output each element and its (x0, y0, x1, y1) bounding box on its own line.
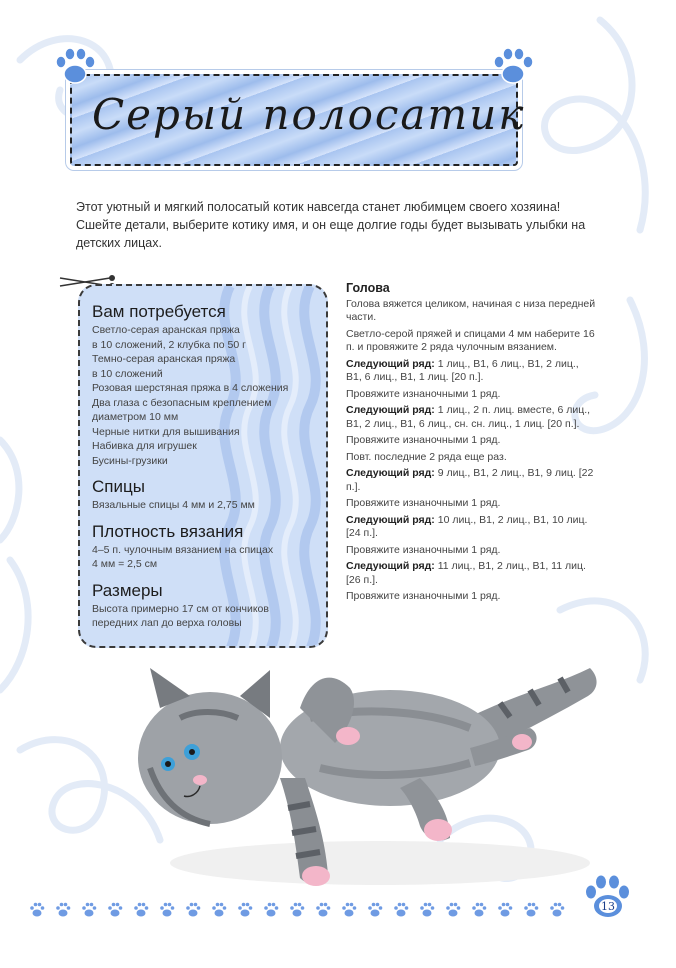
size-heading: Размеры (92, 580, 163, 600)
paw-print-icon (490, 44, 536, 90)
pattern-row: Следующий ряд: 10 лиц., В1, 2 лиц., В1, 10 лиц. [24 п.]. (346, 513, 588, 539)
pattern-row: Провяжите изнаночными 1 ряд. (346, 387, 501, 400)
intro-paragraph: Этот уютный и мягкий полосатый котик навсегда станет любимцем своего хозяина! Сшейте детали, выберите котику имя, и он еще долгие годы будет вызывать улыбки на детских лицах. (76, 200, 586, 250)
gauge-line: 4–5 п. чулочным вязанием на спицах (92, 543, 274, 556)
page-number: 13 (601, 900, 615, 913)
footer-paw-border (26, 900, 586, 918)
page-title: Серый полосатик (92, 90, 526, 139)
needles-text: Вязальные спицы 4 мм и 2,75 мм (92, 499, 255, 511)
needed-item: Набивка для игрушек (92, 440, 197, 452)
gauge-line: 4 мм = 2,5 см (92, 558, 158, 570)
needed-item: Светло-серая аранская пряжа (92, 324, 240, 336)
needed-item: Два глаза с безопасным креплением (92, 396, 272, 409)
needed-item: Бусины-грузики (92, 454, 168, 467)
needed-item: Черные нитки для вышивания (92, 425, 240, 438)
pattern-row: Провяжите изнаночными 1 ряд. (346, 543, 501, 556)
needed-heading: Вам потребуется (92, 302, 226, 321)
pattern-row: Следующий ряд: 9 лиц., В1, 2 лиц., В1, 9 лиц. [22 п.]. (346, 467, 594, 493)
title-banner (70, 74, 526, 166)
needed-item: в 10 сложений, 2 клубка по 50 г (92, 338, 246, 351)
gauge-heading: Плотность вязания (92, 521, 244, 541)
pattern-heading: Голова (346, 281, 390, 295)
needed-item: Розовая шерстяная пряжа в 4 сложения (92, 382, 289, 394)
page-number-badge (583, 872, 631, 920)
pattern-row: Повт. последние 2 ряда еще раз. (346, 450, 507, 463)
pattern-row: Провяжите изнаночными 1 ряд. (346, 434, 501, 446)
pattern-row: Светло-серой пряжей и спицами 4 мм наберите 16 п. и провяжите 2 ряда чулочным вязанием. (346, 327, 595, 353)
pattern-row: Провяжите изнаночными 1 ряд. (346, 497, 501, 509)
size-line: Высота примерно 17 см от кончиков (92, 602, 269, 615)
requirements-box (78, 284, 328, 648)
pattern-row: Голова вяжется целиком, начиная с низа передней части. (346, 297, 596, 323)
pattern-row: Следующий ряд: 1 лиц., 2 п. лиц. вместе, 6 лиц., В1, 2 лиц., В1, 6 лиц., сн. сн. лиц., 1 лиц. [20 п.]. (346, 404, 591, 430)
pattern-row: Следующий ряд: 11 лиц., В1, 2 лиц., В1, 11 лиц. [26 п.]. (346, 560, 586, 586)
needed-item: диаметром 10 мм (92, 411, 179, 423)
knitted-cat-photo (120, 648, 610, 898)
pattern-row: Следующий ряд: 1 лиц., В1, 6 лиц., В1, 2 лиц., В1, 6 лиц., В1, 1 лиц. [20 п.]. (346, 357, 579, 383)
pattern-instructions (346, 282, 596, 607)
size-line: передних лап до верха головы (92, 617, 242, 629)
pattern-row: Провяжите изнаночными 1 ряд. (346, 590, 501, 602)
needles-heading: Спицы (92, 477, 145, 496)
needed-item: Темно-серая аранская пряжа (92, 353, 236, 365)
paw-print-icon (52, 44, 98, 90)
needed-item: в 10 сложений (92, 367, 163, 380)
